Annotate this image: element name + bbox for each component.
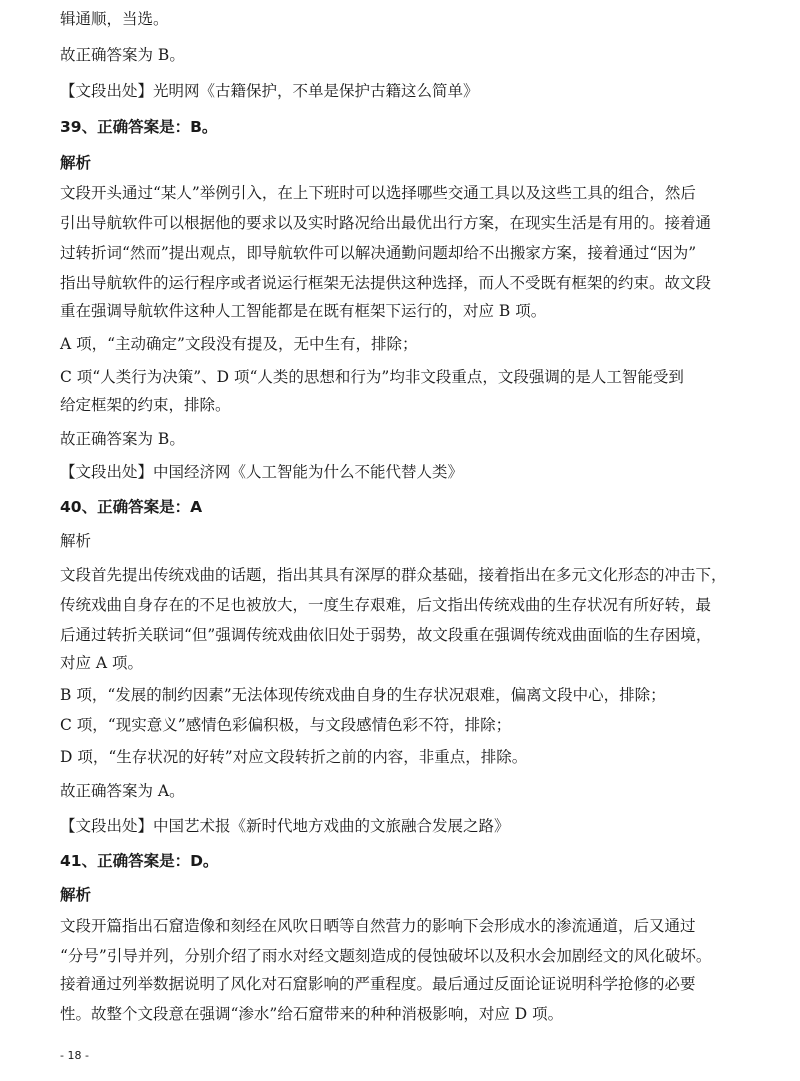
question-41-heading: 41、正确答案是：D。: [60, 852, 219, 870]
page-number: - 18 -: [60, 1049, 89, 1062]
text-line: 性。故整个文段意在强调“渗水”给石窟带来的种种消极影响，对应 D 项。: [60, 1005, 564, 1023]
option-cd-line: C 项“人类行为决策”、D 项“人类的思想和行为”均非文段重点，文段强调的是人工智能受到: [60, 368, 684, 386]
answer-line: 故正确答案为 B。: [60, 430, 185, 448]
text-line: “分号”引导并列，分别介绍了雨水对经文题刻造成的侵蚀破坏以及积水会加剧经文的风化破坏。: [60, 947, 712, 965]
text-line: 引出导航软件可以根据他的要求以及实时路况给出最优出行方案，在现实生活是有用的。接着通: [60, 214, 712, 232]
text-line: 文段开头通过“某人”举例引入，在上下班时可以选择哪些交通工具以及这些工具的组合，然后: [60, 184, 696, 202]
text-line: 给定框架的约束，排除。: [60, 396, 231, 414]
option-b-line: B 项，“发展的制约因素”无法体现传统戏曲自身的生存状况艰难，偏离文段中心，排除；: [60, 686, 666, 704]
source-line: 【文段出处】中国经济网《人工智能为什么不能代替人类》: [60, 463, 464, 481]
source-line: 【文段出处】中国艺术报《新时代地方戏曲的文旅融合发展之路》: [60, 817, 510, 835]
source-line: 【文段出处】光明网《古籍保护，不单是保护古籍这么简单》: [60, 82, 479, 100]
text-line: 重在强调导航软件这种人工智能都是在既有框架下运行的，对应 B 项。: [60, 302, 547, 320]
option-c-line: C 项，“现实意义”感情色彩偏积极，与文段感情色彩不符，排除；: [60, 716, 512, 734]
option-d-line: D 项，“生存状况的好转”对应文段转折之前的内容，非重点，排除。: [60, 748, 528, 766]
analysis-heading: 解析: [60, 532, 92, 550]
text-line: 辑通顺，当选。: [60, 10, 169, 28]
text-line: 文段开篇指出石窟造像和刻经在风吹日晒等自然营力的影响下会形成水的渗流通道，后又通过: [60, 917, 696, 935]
text-line: 后通过转折关联词“但”强调传统戏曲依旧处于弱势，故文段重在强调传统戏曲面临的生存困境，: [60, 626, 712, 644]
text-line: 过转折词“然而”提出观点，即导航软件可以解决通勤问题却给不出搬家方案，接着通过“因为”: [60, 244, 697, 262]
analysis-heading: 解析: [60, 886, 92, 904]
text-line: 指出导航软件的运行程序或者说运行框架无法提供这种选择，而人不受既有框架的约束。故文段: [60, 274, 712, 292]
answer-line: 故正确答案为 A。: [60, 782, 185, 800]
analysis-heading: 解析: [60, 154, 92, 172]
text-line: 接着通过列举数据说明了风化对石窟影响的严重程度。最后通过反面论证说明科学抢修的必要: [60, 975, 696, 993]
option-a-line: A 项，“主动确定”文段没有提及，无中生有，排除；: [60, 335, 418, 353]
answer-line: 故正确答案为 B。: [60, 46, 185, 64]
question-39-heading: 39、正确答案是：B。: [60, 118, 218, 136]
text-line: 对应 A 项。: [60, 654, 144, 672]
question-40-heading: 40、正确答案是：A: [60, 498, 203, 516]
text-line: 文段首先提出传统戏曲的话题，指出其具有深厚的群众基础，接着指出在多元文化形态的冲击下，: [60, 566, 727, 584]
text-line: 传统戏曲自身存在的不足也被放大，一度生存艰难，后文指出传统戏曲的生存状况有所好转，最: [60, 596, 712, 614]
